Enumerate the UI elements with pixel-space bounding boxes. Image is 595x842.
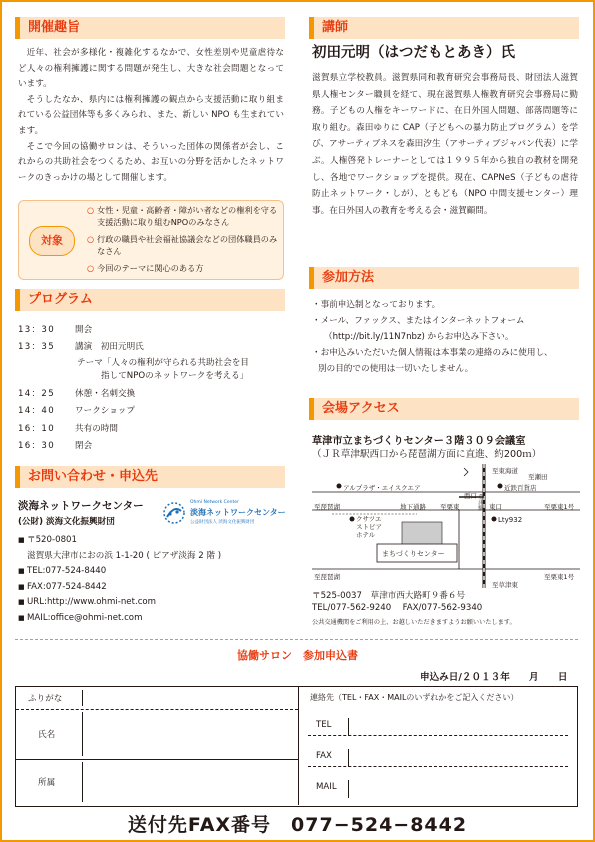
square-bullet-icon: ■ xyxy=(18,613,25,622)
apply-text: ・事前申込制となっております。 ・メール、ファックス、またはインターネットフォーム （http://bit.ly/11N7nbz) からお申込み下さい。 ・お申込みいただいた個人情報は本事業の連絡のみに使用し、 別の目的での使用は一切いたしません。 xyxy=(312,300,553,374)
furigana-row[interactable]: ふりがな xyxy=(16,687,298,710)
target-badge: 対象 xyxy=(29,226,75,256)
contact-postal: ■ 〒520-0801 xyxy=(18,533,221,549)
map-lty: Lty932 xyxy=(498,516,523,524)
map-center: まちづくりセンター xyxy=(382,550,445,558)
target-item: ○ 行政の職員や社会福祉協議会などの団体職員のみなさん xyxy=(87,234,278,256)
square-bullet-icon: ■ xyxy=(18,598,25,606)
form-divider xyxy=(348,718,349,736)
name-row[interactable]: 氏名 xyxy=(16,709,298,760)
target-item: ○ 今回のテーマに関心のある方 xyxy=(87,263,204,273)
venue-map xyxy=(312,464,580,588)
venue-route: （ＪＲ草津駅西口から琵琶湖方面に直進、約200ｍ） xyxy=(312,449,542,460)
apply-heading: 参加方法 xyxy=(309,267,579,289)
logo-text-sub: 公益財団法人 淡海文化振興財団 xyxy=(190,520,255,525)
contact-address: 滋賀県大津市におの浜 1-1-20 ( ピアザ淡海 2 階 ) xyxy=(27,550,222,561)
org-parent: (公財) 淡海文化振興財団 xyxy=(18,517,115,527)
form-title: 協働サロン 参加申込書 xyxy=(237,649,358,662)
circle-bullet-icon: ○ xyxy=(87,205,95,215)
form-divider xyxy=(348,749,349,767)
form-fax-label: FAX xyxy=(316,751,332,761)
fax-footer: 送付先FAX番号 077−524−8442 xyxy=(127,814,468,836)
application-form xyxy=(15,686,578,807)
circle-bullet-icon: ○ xyxy=(87,234,95,244)
venue-name: 草津市立まちづくりセンター３階３０９会議室 xyxy=(312,436,526,447)
purpose-paragraph-1: 近年、社会が多様化・複雑化するなかで、女性差別や児童虐待など人々の権利擁護に関する問題が発生し、大きな社会問題となっています。 xyxy=(18,48,284,90)
program-row: 14：25 休憩・名刺交換 xyxy=(18,388,136,399)
map-to-ritto: 至栗東 xyxy=(440,503,460,511)
form-contact-head: 連絡先（TEL・FAX・MAILのいずれかをご記入ください） xyxy=(310,693,519,702)
program-theme: テーマ「人々の権利が守られる共助社会を目 指してNPOのネットワークを考える」 xyxy=(77,357,249,381)
contact-url[interactable]: ■ URL:http://www.ohmi-net.com xyxy=(18,595,221,611)
org-logo-icon xyxy=(162,501,186,525)
lecturer-heading: 講師 xyxy=(309,17,579,39)
form-mail-field[interactable] xyxy=(308,779,568,797)
map-to-biwako-2: 至琵琶湖 xyxy=(314,573,340,581)
map-aplaza-label: アルプラザ・エイスクエア xyxy=(343,484,421,492)
circle-bullet-icon: ○ xyxy=(87,263,95,273)
purpose-paragraph-3: そこで今回の協働サロンは、そういった団体の関係者が会し、これからの共助社会をつくるため、お互いの分野を活かしたネットワークのきっかけの場として開催します。 xyxy=(18,141,284,183)
program-row: 16：30 閉会 xyxy=(18,440,93,451)
target-list xyxy=(87,205,282,281)
program-row: 13：35 講演 初田元明氏 xyxy=(18,342,144,353)
map-east-exit: 東口 xyxy=(489,503,502,511)
target-item: ○ 女性・児童・高齢者・障がい者などの権利を守る支援活動に取り組むNPOのみなさん xyxy=(87,205,278,227)
square-bullet-icon: ■ xyxy=(18,582,25,591)
form-left xyxy=(16,687,299,805)
map-hotel: クサツエストピアホテル xyxy=(356,515,382,539)
form-divider xyxy=(348,780,349,798)
access-heading: 会場アクセス xyxy=(309,398,579,420)
program-row: 14：40 ワークショップ xyxy=(18,406,135,417)
contact-details xyxy=(18,533,221,626)
map-road-label: 至東海道 xyxy=(492,467,518,475)
program-list xyxy=(18,322,249,455)
form-mail-label: MAIL xyxy=(316,782,337,792)
program-heading: プログラム xyxy=(15,289,285,311)
venue-address: 〒525-0037 草津市西大路町９番６号 TEL/077-562-9240 FAX/077-562-9340 xyxy=(312,591,483,613)
map-to-higashi: 至栗東1号 xyxy=(544,503,575,511)
square-bullet-icon: ■ xyxy=(18,567,25,575)
form-tel-label: TEL xyxy=(316,720,332,730)
affiliation-row[interactable]: 所属 xyxy=(16,759,298,805)
contact-mail[interactable]: ■ MAIL:office@ohmi-net.com xyxy=(18,611,221,627)
contact-heading: お問い合わせ・申込先 xyxy=(15,466,285,488)
target-box xyxy=(18,200,284,280)
map-to-bottom: 至草津東 xyxy=(492,581,518,589)
venue-note: 公共交通機関をご利用の上、お越しいただきますようお願いいたします。 xyxy=(312,619,516,626)
logo-text-name: 淡海ネットワークセンター xyxy=(190,508,286,517)
contact-fax: ■ FAX:077-524-8442 xyxy=(18,580,221,596)
logo-text-en: Ohmi Network Center xyxy=(190,500,239,505)
map-underpass: 地下通路 xyxy=(400,503,426,511)
form-date: 申込み日/２０１３年 月 日 xyxy=(420,672,568,683)
program-row: 16：10 共有の時間 xyxy=(18,423,118,434)
form-tel-field[interactable] xyxy=(308,717,568,736)
map-station: 草津駅 xyxy=(477,494,483,511)
purpose-text xyxy=(18,46,284,186)
lecturer-name: 初田元明（はつだもとあき）氏 xyxy=(312,45,515,61)
lecturer-bio: 滋賀県立学校教員。滋賀県同和教育研究会事務局長、財団法人滋賀県人権センター職員を経て、現在滋賀県人権教育研究会事務局に勤務。子どもの人権をキーワードに、在日外国人問題、部落問題等に取り組む。森田ゆりに CAP（子どもへの暴力防止プログラム）を学び、アサーティブネスを森田汐生（アサーティブジャパン代表）に学ぶ。人権啓発トレーナーとしては１９９５年から独自の教材を開発し、各地でワークショップを提供。現在、CAPNeS（子どもの虐待防止ネットワーク・しが）、ともども（NPO 中間支援センター）理事。在日外国人の教育を考える会・滋賀顧問。 xyxy=(312,73,578,216)
form-fax-field[interactable] xyxy=(308,748,568,767)
contact-tel: ■ TEL:077-524-8440 xyxy=(18,564,221,580)
cut-line xyxy=(15,639,578,640)
program-row: 13：30 開会 xyxy=(18,325,93,335)
purpose-heading: 開催趣旨 xyxy=(15,17,285,39)
map-kintetsu-label: 近鉄百貨店 xyxy=(504,484,537,492)
square-bullet-icon: ■ xyxy=(18,536,25,544)
org-name: 淡海ネットワークセンター xyxy=(18,500,144,512)
map-west-exit: 西口 xyxy=(464,492,477,500)
map-to-ritto-2: 至栗東1号 xyxy=(544,573,575,581)
map-to-seta: 至瀬田 xyxy=(528,473,548,481)
purpose-paragraph-2: そうしたなか、県内には権利擁護の観点から支援活動に取り組まれている公益団体等も多くみられ、また、新しい NPO も生まれています。 xyxy=(18,94,284,136)
map-to-biwako: 至琵琶湖 xyxy=(314,503,340,511)
